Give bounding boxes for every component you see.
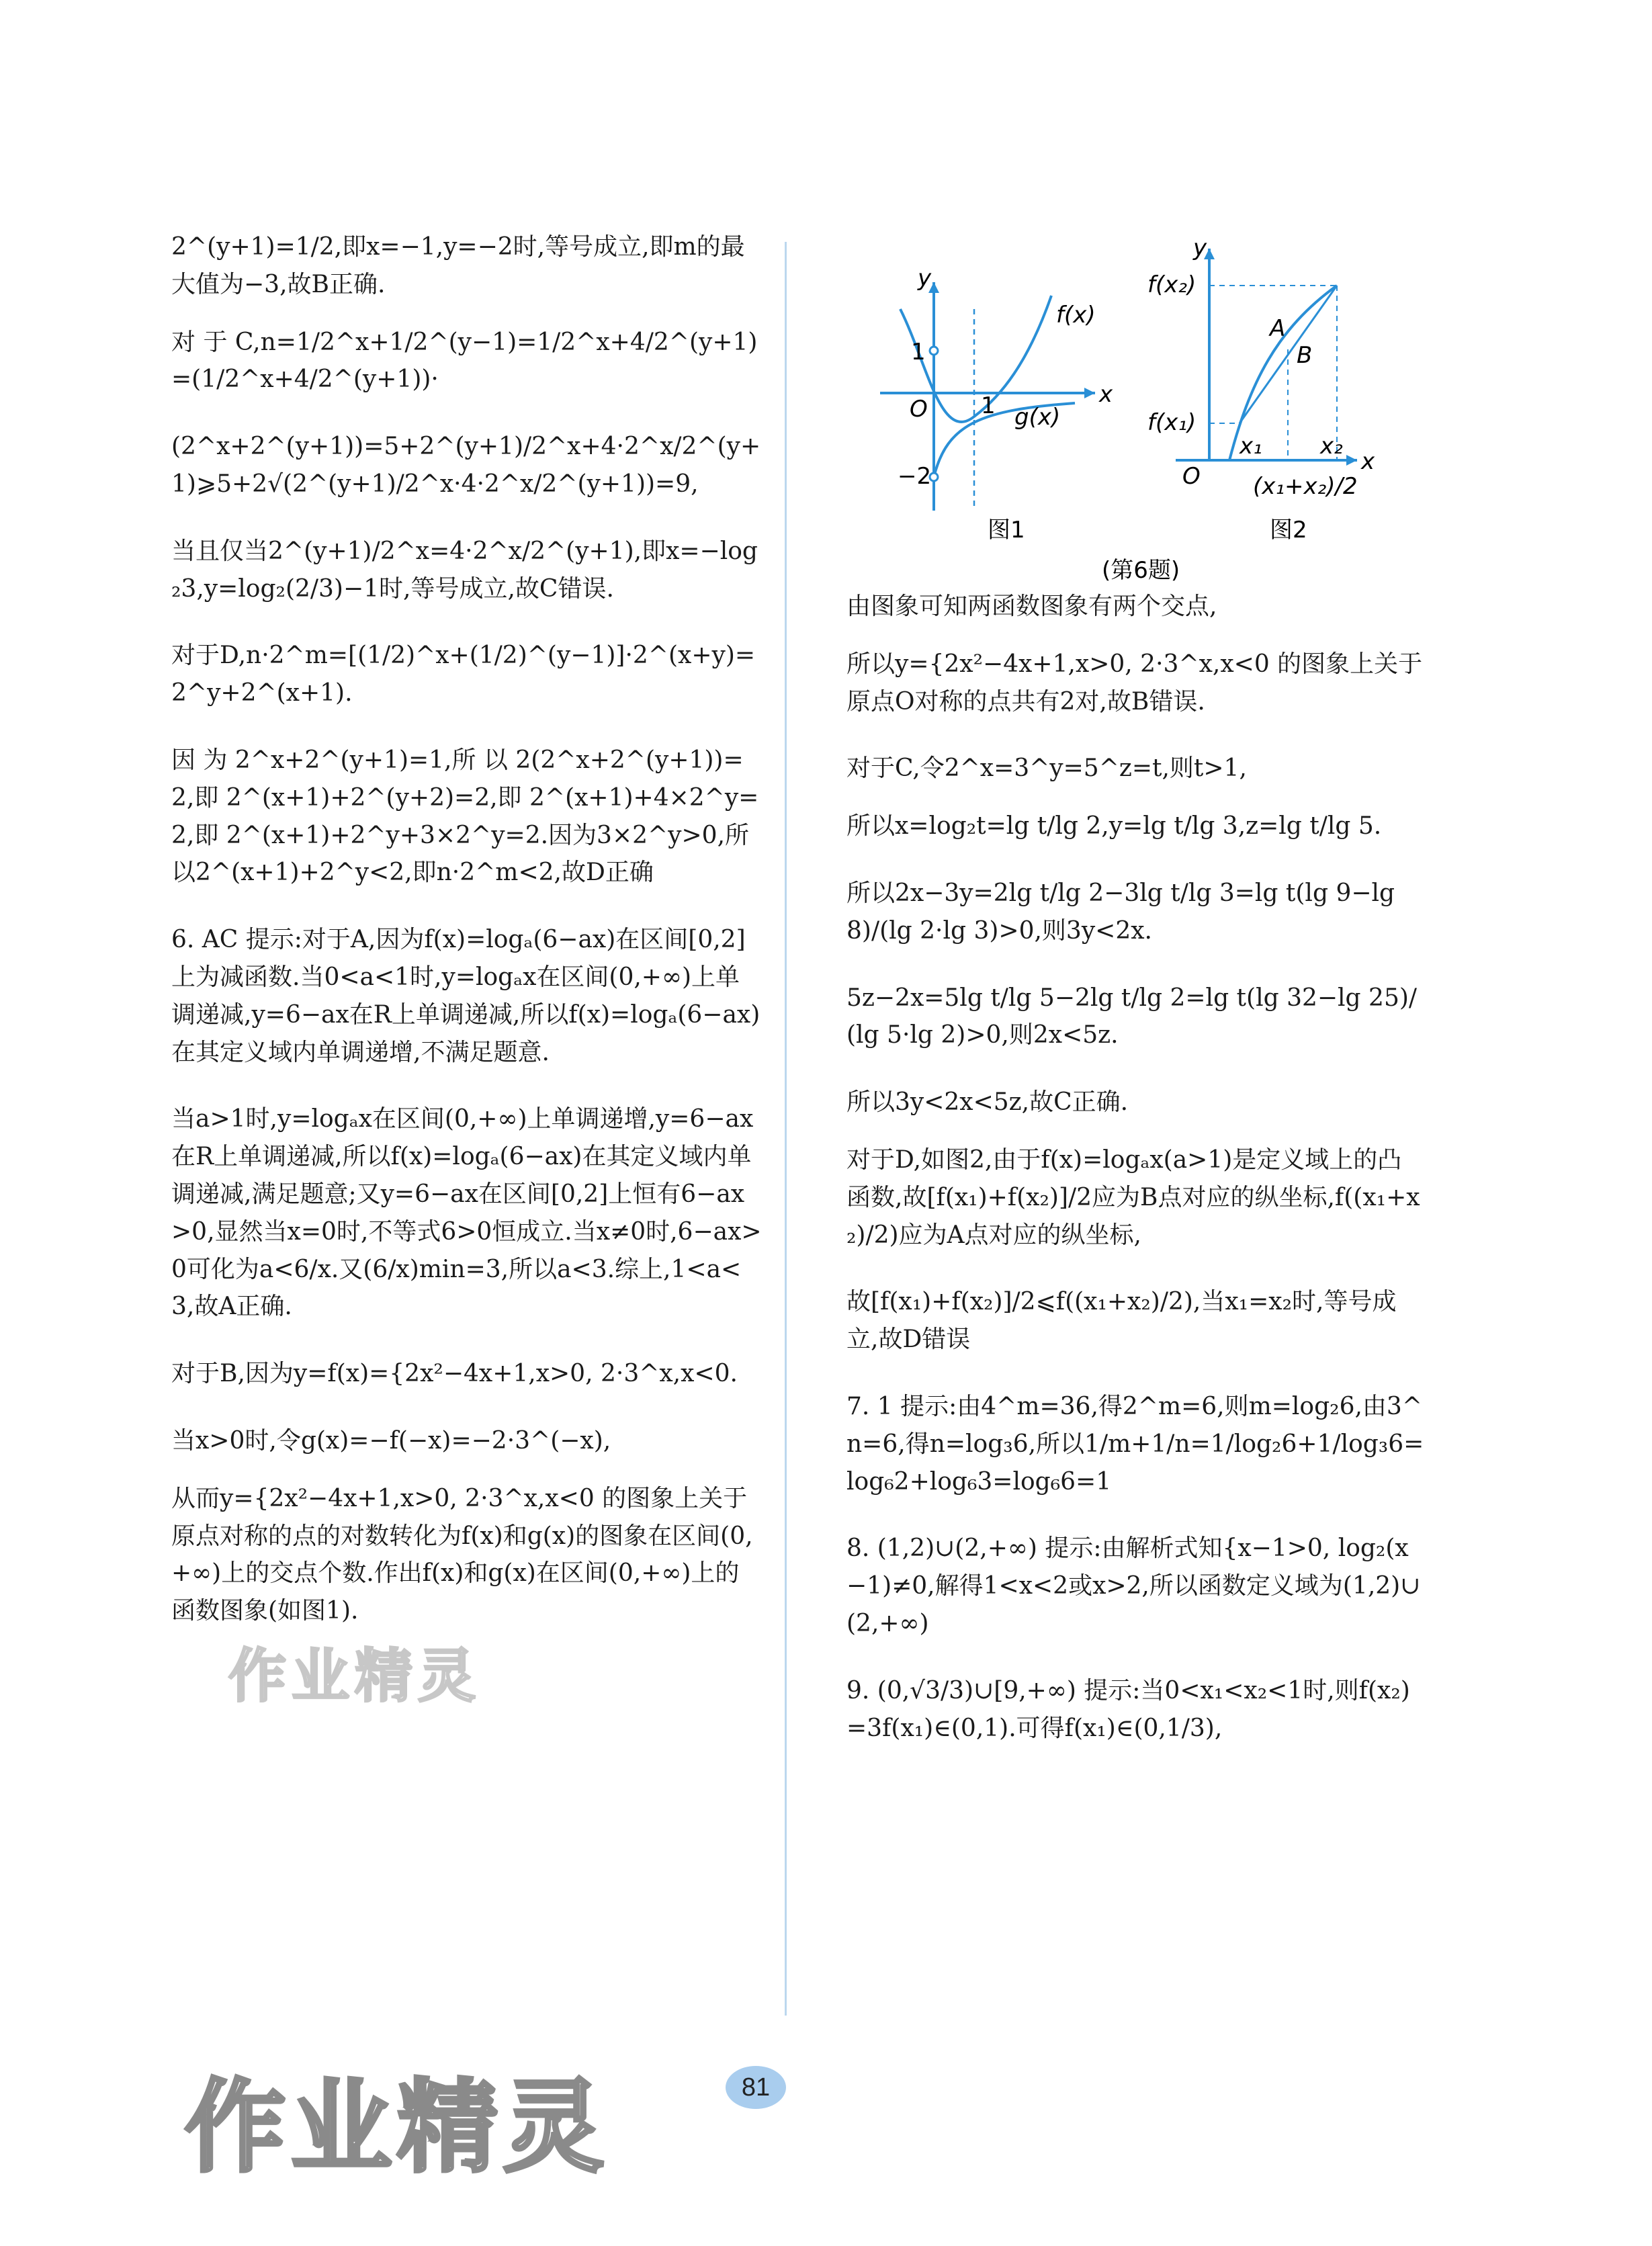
text-line: 当且仅当2^(y+1)/2^x=4·2^x/2^(y+1),即x=−log₂3,y=log₂(2/3)−1时,等号成立,故C错误. bbox=[171, 537, 758, 603]
fig2-label-fx2: f(x₂) bbox=[1147, 271, 1197, 298]
fig2-label-o: O bbox=[1182, 463, 1201, 490]
fig1-label-one-y: 1 bbox=[911, 339, 926, 365]
text-line: 对于B,因为y=f(x)={2x²−4x+1,x>0, 2·3^x,x<0. bbox=[171, 1360, 738, 1388]
fig1-label-o: O bbox=[910, 396, 928, 423]
fig1-label-neg2: −2 bbox=[898, 463, 932, 490]
fig2-label-mid: (x₁+x₂)/2 bbox=[1253, 473, 1358, 500]
fig1-label-f: f(x) bbox=[1056, 302, 1096, 329]
left-column bbox=[171, 228, 763, 1659]
fig2-x-arrow bbox=[1346, 455, 1357, 466]
fig2-label-b: B bbox=[1297, 342, 1313, 369]
text-line: 当x>0时,令g(x)=−f(−x)=−2·3^(−x), bbox=[171, 1426, 611, 1455]
text-line: 所以x=log₂t=lg t/lg 2,y=lg t/lg 3,z=lg t/lg 5. bbox=[846, 812, 1382, 840]
fig1-x-arrow bbox=[1084, 388, 1095, 398]
text-line: 从而y={2x²−4x+1,x>0, 2·3^x,x<0 的图象上关于原点对称的点的对数转化为f(x)和g(x)的图象在区间(0,+∞)上的交点个数.作出f(x)和g(x)在区间(0,+∞)上的函数图象(如图1). bbox=[171, 1484, 753, 1625]
question-9-answer: 9. (0,√3/3)∪[9,+∞) 提示:当0<x₁<x₂<1时,则f(x₂)=3f(x₁)∈(0,1).可得f(x₁)∈(0,1/3), bbox=[846, 1676, 1410, 1742]
fig2-label-x: x bbox=[1361, 448, 1375, 475]
question-8-answer: 8. (1,2)∪(2,+∞) 提示:由解析式知{x−1>0, log₂(x−1)≠0,解得1<x<2或x>2,所以函数定义域为(1,2)∪(2,+∞) bbox=[846, 1535, 1421, 1637]
text-line: 故[f(x₁)+f(x₂)]/2⩽f((x₁+x₂)/2),当x₁=x₂时,等号成立,故D错误 bbox=[846, 1288, 1397, 1354]
fig1-label-y: y bbox=[918, 265, 932, 292]
text-line: 由图象可知两函数图象有两个交点, bbox=[846, 593, 1217, 620]
fig1 bbox=[880, 265, 1113, 544]
text-line: 对于D,如图2,由于f(x)=logₐx(a>1)是定义域上的凸函数,故[f(x₁)+f(x₂)]/2应为B点对应的纵坐标,f((x₁+x₂)/2)应为A点对应的纵坐标, bbox=[846, 1146, 1420, 1249]
fig1-label-g: g(x) bbox=[1014, 404, 1061, 431]
text-line: (2^x+2^(y+1))=5+2^(y+1)/2^x+4·2^x/2^(y+1)⩾5+2√(2^(y+1)/2^x·4·2^x/2^(y+1))=9, bbox=[171, 433, 761, 498]
fig2-caption: 图2 bbox=[1270, 517, 1307, 544]
column-divider bbox=[785, 242, 787, 2016]
watermark-logo: 作业精灵 bbox=[185, 2069, 610, 2186]
text-line: 2^(y+1)=1/2,即x=−1,y=−2时,等号成立,即m的最大值为−3,故B正确. bbox=[171, 233, 745, 298]
question-7-answer: 7. 1 提示:由4^m=36,得2^m=6,则m=log₂6,由3^n=6,得n=log₃6,所以1/m+1/n=1/log₂6+1/log₃6=log₆2+log₆3=log₆6=1 bbox=[846, 1392, 1424, 1496]
fig1-label-x: x bbox=[1099, 381, 1113, 408]
fig2-label-x2: x₂ bbox=[1320, 433, 1343, 460]
text-line: 当a>1时,y=logₐx在区间(0,+∞)上单调递增,y=6−ax在R上单调递减,所以f(x)=logₐ(6−ax)在其定义域内单调递减,满足题意;又y=6−ax在区间[0,2]上恒有6−ax>0,显然当x=0时,不等式6>0恒成立.当x≠0时,6−ax>0可化为a<6/x.又(6/x)min=3,所以a<3.综上,1<a<3,故A正确. bbox=[171, 1105, 762, 1321]
text-line: 对 于 C,n=1/2^x+1/2^(y−1)=1/2^x+4/2^(y+1)=(1/2^x+4/2^(y+1))· bbox=[171, 328, 758, 394]
watermark-overlay: 作业精灵 bbox=[228, 1643, 481, 1710]
right-column bbox=[846, 588, 1424, 1776]
figure-group-caption: (第6题) bbox=[1102, 557, 1180, 584]
fig2-label-a: A bbox=[1270, 315, 1286, 342]
text-line: 对于D,n·2^m=[(1/2)^x+(1/2)^(y−1)]·2^(x+y)=2^y+2^(x+1). bbox=[171, 642, 756, 707]
question-6-answer: 6. AC 提示:对于A,因为f(x)=logₐ(6−ax)在区间[0,2]上为减函数.当0<a<1时,y=logₐx在区间(0,+∞)上单调递减,y=6−ax在R上单调递减,所以f(x)=logₐ(6−ax)在其定义域内单调递增,不满足题意. bbox=[171, 926, 760, 1066]
text-line: 对于C,令2^x=3^y=5^z=t,则t>1, bbox=[846, 754, 1247, 783]
figure-6-svg bbox=[873, 228, 1451, 591]
fig2 bbox=[1147, 234, 1375, 544]
page-number: 81 bbox=[726, 2066, 786, 2109]
fig2-label-y: y bbox=[1193, 234, 1207, 261]
fig1-caption: 图1 bbox=[988, 517, 1025, 544]
text-line: 5z−2x=5lg t/lg 5−2lg t/lg 2=lg t(lg 32−lg 25)/(lg 5·lg 2)>0,则2x<5z. bbox=[846, 984, 1418, 1049]
text-line: 所以3y<2x<5z,故C正确. bbox=[846, 1088, 1129, 1117]
fig2-label-x1: x₁ bbox=[1240, 433, 1262, 460]
fig2-label-fx1: f(x₁) bbox=[1147, 409, 1197, 436]
fig1-label-one-x: 1 bbox=[981, 392, 996, 419]
text-line: 所以y={2x²−4x+1,x>0, 2·3^x,x<0 的图象上关于原点O对称的点共有2对,故B错误. bbox=[846, 650, 1423, 716]
text-line: 所以2x−3y=2lg t/lg 2−3lg t/lg 3=lg t(lg 9−lg 8)/(lg 2·lg 3)>0,则3y<2x. bbox=[846, 879, 1395, 945]
text-line: 因 为 2^x+2^(y+1)=1,所 以 2(2^x+2^(y+1))=2,即 2^(x+1)+2^(y+2)=2,即 2^(x+1)+4×2^y=2,即 2^(x+1)+2^y+3×2^y=2.因为3×2^y>0,所以2^(x+1)+2^y<2,即n·2^m<2,故D正确 bbox=[171, 746, 759, 887]
fig1-open-point-1 bbox=[930, 347, 938, 355]
figure-6 bbox=[873, 228, 1451, 591]
